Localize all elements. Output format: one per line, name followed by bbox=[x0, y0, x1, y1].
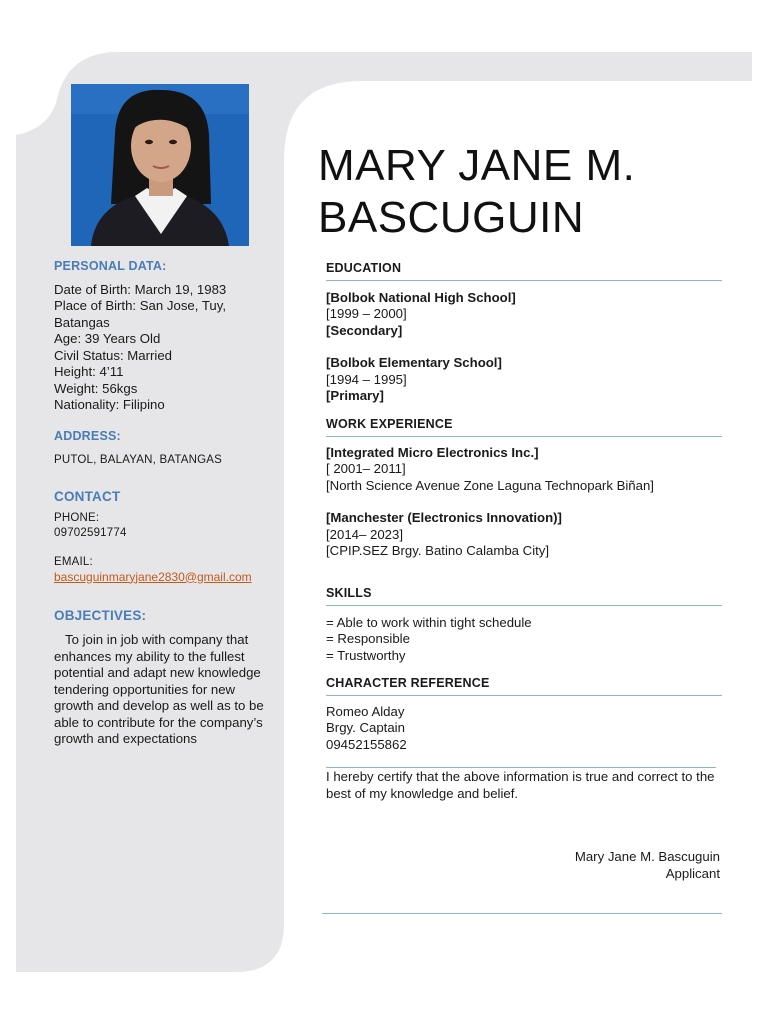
reference-heading: CHARACTER REFERENCE bbox=[326, 675, 722, 696]
education-item bbox=[326, 290, 722, 340]
signature-block bbox=[520, 848, 720, 882]
school-name: [Bolbok National High School] bbox=[326, 289, 516, 305]
profile-photo bbox=[71, 84, 249, 246]
company-name: [Manchester (Electronics Innovation)] bbox=[326, 510, 562, 525]
company-name: [Integrated Micro Electronics Inc.] bbox=[326, 444, 539, 460]
phone-value: 09702591774 bbox=[54, 526, 127, 539]
applicant-name bbox=[318, 140, 635, 244]
objectives-text: To join in job with company that enhances my ability to the fullest potential and adapt new knowledge tendering opportunities for new growth and develop as well as to be able to contribute for the company’s growth and expectations bbox=[54, 632, 264, 746]
contact-heading: CONTACT bbox=[54, 488, 121, 504]
skill-item: = Able to work within tight schedule bbox=[326, 614, 532, 630]
name-line-2: BASCUGUIN bbox=[318, 193, 585, 242]
height: Height: 4’11 bbox=[54, 364, 124, 379]
school-years: [1999 – 2000] bbox=[326, 306, 407, 321]
school-level: [Primary] bbox=[326, 388, 384, 403]
skills-heading: SKILLS bbox=[326, 585, 722, 606]
nationality: Nationality: Filipino bbox=[54, 397, 165, 412]
place-of-birth: Place of Birth: San Jose, Tuy, Batangas bbox=[54, 298, 227, 330]
skill-item: = Trustworthy bbox=[326, 647, 406, 663]
reference-position: Brgy. Captain bbox=[326, 720, 405, 735]
date-of-birth: Date of Birth: March 19, 1983 bbox=[54, 281, 227, 297]
reference-section bbox=[326, 675, 722, 753]
education-section bbox=[326, 260, 722, 405]
work-heading: WORK EXPERIENCE bbox=[326, 416, 722, 437]
skills-list bbox=[326, 615, 722, 665]
reference-name: Romeo Alday bbox=[326, 703, 405, 719]
work-years: [2014– 2023] bbox=[326, 526, 404, 542]
school-level: [Secondary] bbox=[326, 322, 403, 338]
address-heading: ADDRESS: bbox=[54, 428, 121, 443]
personal-data-list bbox=[54, 282, 272, 414]
work-section bbox=[326, 416, 722, 560]
education-item bbox=[326, 355, 722, 405]
school-name: [Bolbok Elementary School] bbox=[326, 355, 502, 370]
address-value: PUTOL, BALAYAN, BATANGAS bbox=[54, 454, 222, 466]
certification-text: I hereby certify that the above information is true and correct to the best of my knowledge and belief. bbox=[326, 769, 715, 801]
skills-section bbox=[326, 585, 722, 664]
signature-name: Mary Jane M. Bascuguin bbox=[574, 849, 720, 864]
weight: Weight: 56kgs bbox=[54, 380, 138, 396]
name-line-1: MARY JANE M. bbox=[318, 141, 636, 190]
work-years: [ 2001– 2011] bbox=[326, 461, 406, 476]
age: Age: 39 Years Old bbox=[54, 331, 161, 346]
reference-phone: 09452155862 bbox=[326, 736, 407, 752]
reference-details bbox=[326, 704, 722, 754]
bottom-divider bbox=[322, 913, 722, 914]
work-item bbox=[326, 510, 722, 560]
work-location: [CPIP.SEZ Brgy. Batino Calamba City] bbox=[326, 543, 550, 558]
civil-status: Civil Status: Married bbox=[54, 347, 172, 363]
objectives-heading: OBJECTIVES: bbox=[54, 607, 147, 623]
portrait-image bbox=[71, 84, 249, 246]
email-link[interactable]: bascuguinmaryjane2830@gmail.com bbox=[54, 569, 252, 584]
education-heading: EDUCATION bbox=[326, 260, 722, 281]
personal-data-heading: PERSONAL DATA: bbox=[54, 259, 167, 273]
sidebar bbox=[54, 258, 272, 748]
work-item bbox=[326, 445, 722, 495]
skill-item: = Responsible bbox=[326, 631, 410, 646]
school-years: [1994 – 1995] bbox=[326, 371, 407, 387]
signature-role: Applicant bbox=[665, 866, 720, 881]
email-label: EMAIL: bbox=[54, 556, 93, 568]
phone-label: PHONE: bbox=[54, 512, 100, 524]
work-location: [North Science Avenue Zone Laguna Technopark Biñan] bbox=[326, 477, 654, 493]
